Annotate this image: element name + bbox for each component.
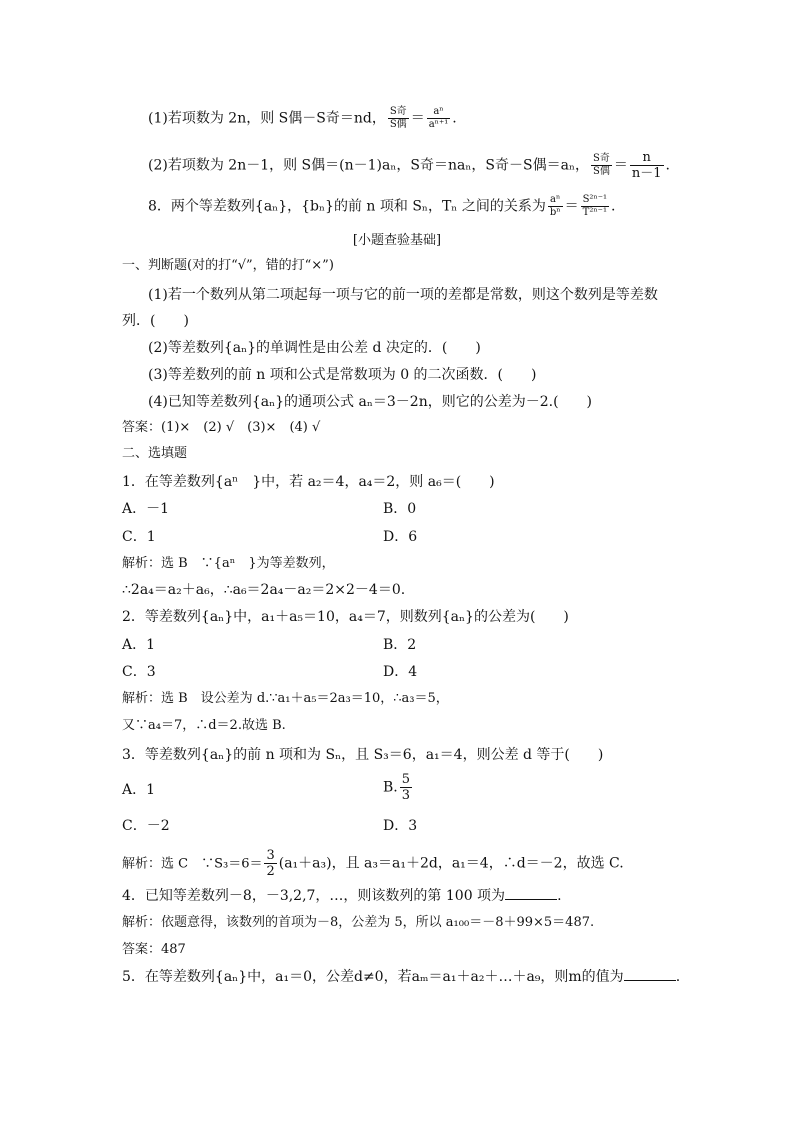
question-2: 2．等差数列{aₙ}中，a₁＋a₅＝10，a₄＝7，则数列{aₙ}的公差为( )	[122, 609, 569, 625]
q3-solution	[122, 848, 624, 879]
judgement-item-2: (2)等差数列{aₙ}的单调性是由公差 d 决定的．( )	[148, 340, 481, 356]
option-c: C．1	[122, 529, 156, 545]
fraction	[548, 194, 563, 219]
numerator: aⁿ	[550, 194, 561, 205]
option-c: C．－2	[122, 818, 170, 834]
equals: ＝	[613, 157, 628, 174]
option-b: B．2	[383, 637, 417, 653]
option-d: D．6	[383, 529, 418, 545]
option-d: D．4	[383, 664, 418, 680]
denominator: S偶	[593, 166, 610, 177]
numerator: 3	[266, 848, 275, 863]
q1-solution-2: ∴2a₄＝a₂＋a₆，∴a₆＝2a₄－a₂＝2×2－4＝0.	[122, 582, 406, 598]
property-line-8	[148, 194, 616, 219]
answer-blank[interactable]	[505, 887, 557, 900]
fraction	[400, 772, 412, 803]
question-3: 3．等差数列{aₙ}的前 n 项和为 Sₙ，且 S₃＝6，a₁＝4，则公差 d 等于( )	[122, 747, 604, 763]
q2-solution-2: 又∵a₄＝7，∴d＝2.故选 B.	[122, 718, 286, 733]
q4-solution: 解析：依题意得，该数列的首项为－8，公差为 5，所以 a₁₀₀＝－8＋99×5＝487.	[122, 915, 595, 930]
period: .	[452, 110, 457, 127]
equals: ＝	[564, 198, 579, 215]
fraction	[630, 150, 664, 181]
q4-answer: 答案：487	[122, 942, 186, 957]
choice-heading: 二、选填题	[122, 446, 188, 461]
option-a: A．1	[122, 782, 156, 798]
question-1: 1．在等差数列{aⁿ }中，若 a₂＝4，a₄＝2，则 a₆＝( )	[122, 474, 495, 490]
q2-solution-1: 解析：选 B 设公差为 d.∵a₁＋a₅＝2a₃＝10，∴a₃＝5，	[122, 691, 449, 706]
fraction	[581, 194, 609, 219]
option-a: A．－1	[122, 501, 170, 517]
q2-options-row-1	[122, 635, 722, 655]
text: 4．已知等差数列－8，－3,2,7，…，则该数列的第 100 项为	[122, 888, 506, 904]
text: (2)若项数为 2n－1，则 S偶＝(n－1)aₙ，S奇＝naₙ，S奇－S偶＝aₙ，	[148, 157, 589, 174]
denominator: T²ⁿ⁻¹	[581, 206, 609, 219]
answer-blank[interactable]	[624, 968, 676, 981]
numerator: aⁿ	[433, 106, 444, 117]
judgement-item-4: (4)已知等差数列{aₙ}的通项公式 aₙ＝3－2n，则它的公差为－2.( )	[148, 394, 593, 410]
q1-options-row-2	[122, 527, 722, 547]
question-5	[122, 967, 680, 987]
q3-options-row-1	[122, 772, 722, 803]
option-b-label: B.	[383, 779, 398, 796]
numerator: 5	[401, 772, 411, 787]
text: (1)若项数为 2n，则 S偶－S奇＝nd，	[148, 110, 386, 127]
judgement-answer: 答案：(1)× (2) √ (3)× (4) √	[122, 420, 321, 435]
period: .	[611, 198, 616, 215]
numerator: S奇	[389, 106, 407, 117]
q3-options-row-2	[122, 816, 722, 836]
judgement-heading: 一、判断题(对的打“√”，错的打“×”)	[122, 258, 334, 273]
property-line-2	[148, 150, 670, 181]
option-a: A．1	[122, 637, 156, 653]
equals: ＝	[410, 110, 425, 127]
fraction	[427, 106, 451, 131]
judgement-item-3: (3)等差数列的前 n 项和公式是常数项为 0 的二次函数．( )	[148, 367, 537, 383]
denominator: 2	[266, 864, 275, 879]
denominator: aⁿ⁺¹	[428, 119, 449, 130]
denominator: 3	[401, 788, 411, 803]
property-line-1	[148, 106, 457, 131]
denominator: bⁿ	[549, 207, 561, 218]
q2-options-row-2	[122, 662, 722, 682]
period: .	[675, 969, 681, 985]
option-d: D．3	[383, 818, 418, 834]
period: .	[557, 888, 562, 904]
q1-options-row-1	[122, 499, 722, 519]
text: 8．两个等差数列{aₙ}，{bₙ}的前 n 项和 Sₙ，Tₙ 之间的关系为	[148, 198, 546, 215]
numerator: S²ⁿ⁻¹	[582, 194, 608, 205]
text: (a₁＋a₃)，且 a₃＝a₁＋2d，a₁＝4，∴d＝－2，故选 C.	[278, 855, 624, 872]
denominator: S偶	[389, 119, 407, 130]
text: 解析：选 C ∵S₃＝6＝	[122, 856, 263, 872]
option-c: C．3	[122, 664, 156, 680]
question-4	[122, 886, 562, 906]
denominator: n－1	[631, 166, 662, 181]
fraction	[591, 153, 612, 178]
period: .	[665, 157, 670, 174]
judgement-item-1: (1)若一个数列从第二项起每一项与它的前一项的差都是常数，则这个数列是等差数	[148, 287, 658, 303]
judgement-item-1-cont: 列．( )	[122, 313, 189, 329]
fraction	[264, 848, 276, 879]
numerator: n	[642, 150, 651, 165]
option-b: B．0	[383, 501, 417, 517]
section-heading: [小题查验基础]	[352, 233, 442, 248]
numerator: S奇	[593, 153, 610, 164]
option-b	[383, 772, 414, 803]
text: 5．在等差数列{aₙ}中，a₁＝0，公差d≠0，若aₘ＝a₁＋a₂＋…＋a₉，则m的值为	[122, 969, 624, 985]
q1-solution-1: 解析：选 B ∵{aⁿ }为等差数列，	[122, 556, 335, 571]
fraction	[388, 106, 409, 131]
